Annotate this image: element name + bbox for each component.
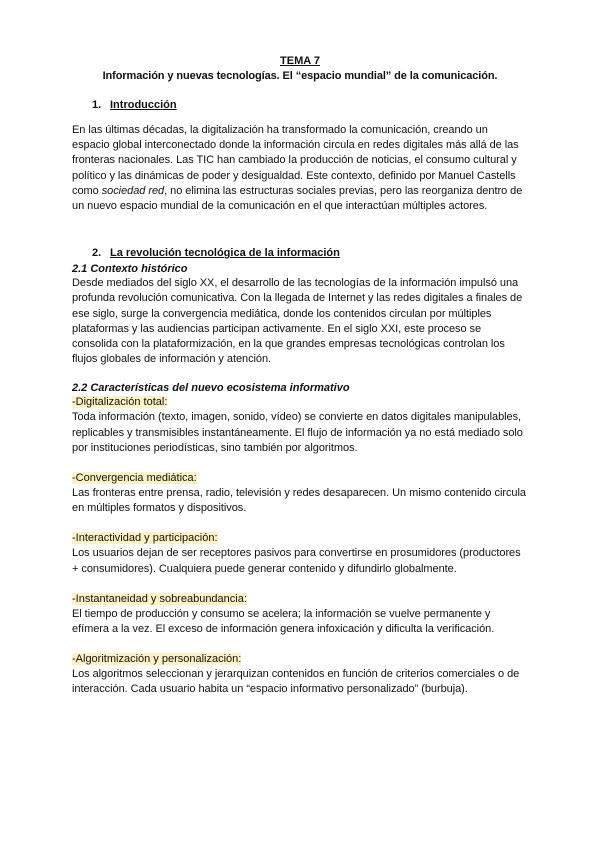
- feature-block: [72, 592, 528, 637]
- feature-block: [72, 531, 528, 576]
- subsection-2-1-title: 2.1 Contexto histórico: [72, 263, 188, 276]
- feature-text-digitalization: Toda información (texto, imagen, sonido, vídeo) se convierte en datos digitales manipulables, replicables y transmisibles instantáneamente. El flujo de información ya no está mediado solo por instituciones periodísticas, sino también por algoritmos.: [72, 411, 523, 454]
- intro-text-1: En las últimas décadas, la digitalización ha transformado la comunicación, creando un espacio global interconectado donde la información circula en redes digitales más allá de las fronteras nacionales. Las TIC han cambiado la producción de noticias, el consumo cultural y político y las dinámicas de poder y desigualdad. Este contexto, definido por Manuel Castells como: [72, 124, 519, 197]
- section-2-heading: [72, 246, 528, 261]
- feature-text-interactivity: Los usuarios dejan de ser receptores pasivos para convertirse en prosumidores (productores + consumidores). Cualquiera puede generar contenido y difundirlo globalmente.: [72, 547, 521, 575]
- feature-block: [72, 652, 528, 697]
- feature-text-instantaneity: El tiempo de producción y consumo se acelera; la información se vuelve permanente y efímera a la vez. El exceso de información genera infoxicación y dificulta la verificación.: [72, 607, 495, 636]
- feature-block: [72, 395, 528, 456]
- intro-italic-term: sociedad red: [101, 184, 165, 197]
- feature-title-algorithms: -Algoritmización y personalización:: [72, 653, 242, 666]
- feature-block: [72, 471, 528, 516]
- document-title: Información y nuevas tecnologías. El “espacio mundial” de la comunicación.: [102, 70, 498, 82]
- section-1-heading: [72, 98, 528, 113]
- feature-title-interactivity: -Interactividad y participación:: [72, 532, 218, 545]
- subsection-2-2-title: 2.2 Características del nuevo ecosistema informativo: [72, 382, 350, 395]
- section-2-title: La revolución tecnológica de la información: [110, 247, 340, 260]
- feature-title-instantaneity: -Instantaneidad y sobreabundancia:: [72, 592, 247, 605]
- topic-number: TEMA 7: [280, 55, 320, 67]
- section-1-number: 1.: [92, 99, 102, 111]
- feature-text-convergence: Las fronteras entre prensa, radio, televisión y redes desaparecen. Un mismo contenido circula en múltiples formatos y dispositivos.: [72, 487, 526, 515]
- introduction-paragraph: [72, 123, 528, 214]
- feature-title-convergence: -Convergencia mediática:: [72, 472, 197, 485]
- feature-text-algorithms: Los algoritmos seleccionan y jerarquizan contenidos en función de criterios comerciales o de interacción. Cada usuario habita un “espacio informativo personalizado” (burbuja).: [72, 668, 520, 696]
- historical-context-paragraph: Desde mediados del siglo XX, el desarrollo de las tecnologías de la información impulsó una profunda revolución comunicativa. Con la llegada de Internet y las redes digitales a finales de ese siglo, surge la convergencia mediática, donde los contenidos circulan por múltiples plataformas y las audiencias participan activamente. En el siglo XXI, este proceso se consolida con la plataformización, en la que grandes empresas tecnológicas controlan los flujos globales de información y atención.: [72, 277, 523, 366]
- section-2-number: 2.: [92, 247, 102, 260]
- feature-title-digitalization: -Digitalización total:: [72, 396, 168, 409]
- section-1-title: Introducción: [110, 99, 177, 111]
- document-page: [72, 54, 528, 698]
- intro-text-2: , no elimina las estructuras sociales previas, pero las reorganiza dentro de un nuevo espacio mundial de la comunicación en el que interactúan múltiples actores.: [72, 184, 523, 213]
